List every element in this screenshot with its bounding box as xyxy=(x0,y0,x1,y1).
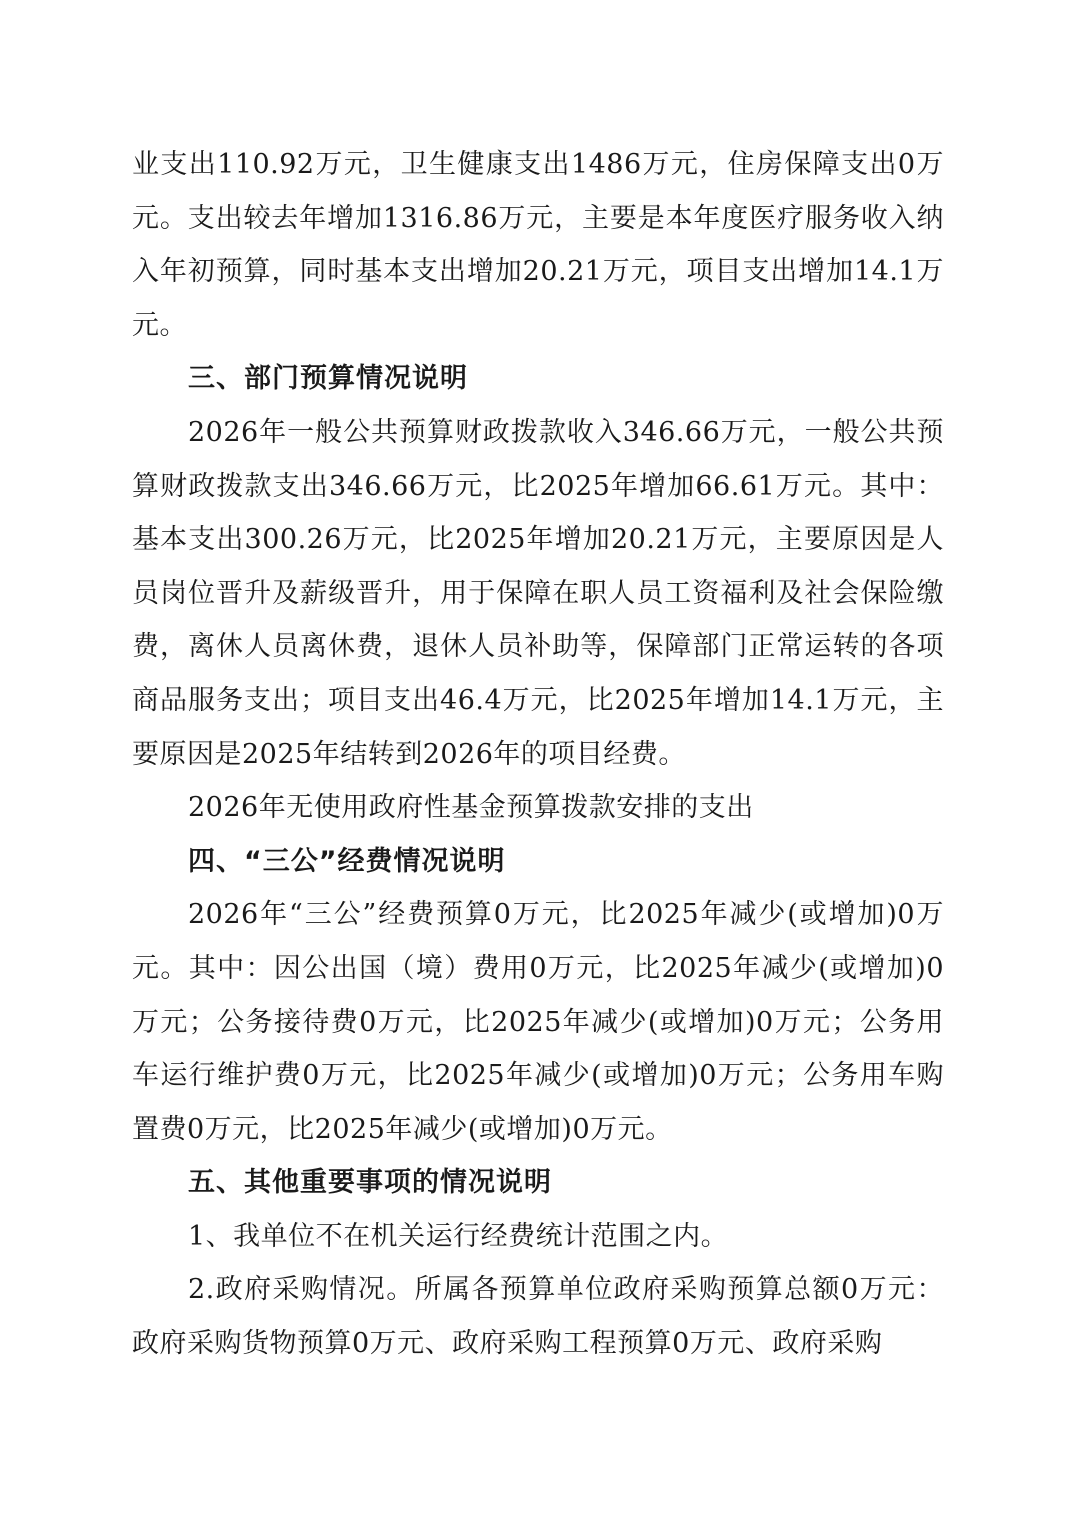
section-heading-budget: 三、部门预算情况说明 xyxy=(188,363,468,395)
paragraph-operating-expenses: 1、我单位不在机关运行经费统计范围之内。 xyxy=(188,1220,729,1252)
paragraph-budget-details: 2026年一般公共预算财政拨款收入346.66万元，一般公共预算财政拨款支出346.66万元，比2025年增加66.61万元。其中：基本支出300.26万元，比2025年增加20.21万元，主要原因是人员岗位晋升及薪级晋升，用于保障在职人员工资福利及社会保险缴费，离休人员离休费，退休人员补助等，保障部门正常运转的各项商品服务支出；项目支出46.4万元，比2025年增加14.1万元，主要原因是2025年结转到2026年的项目经费。 xyxy=(132,416,944,770)
paragraph-procurement: 2.政府采购情况。所属各预算单位政府采购预算总额0万元：政府采购货物预算0万元、政府采购工程预算0万元、政府采购 xyxy=(132,1274,944,1360)
section-heading-three-public: 四、“三公”经费情况说明 xyxy=(188,845,506,877)
paragraph-health-expenditure: 业支出110.92万元，卫生健康支出1486万元，住房保障支出0万元。支出较去年增加1316.86万元，主要是本年度医疗服务收入纳入年初预算，同时基本支出增加20.21万元，项目支出增加14.1万元。 xyxy=(132,149,944,341)
document-body xyxy=(132,138,944,1371)
paragraph-government-fund: 2026年无使用政府性基金预算拨款安排的支出 xyxy=(188,792,754,824)
paragraph-three-public-expenses: 2026年“三公”经费预算0万元，比2025年减少(或增加)0万元。其中：因公出国（境）费用0万元，比2025年减少(或增加)0万元；公务接待费0万元，比2025年减少(或增加)0万元；公务用车运行维护费0万元，比2025年减少(或增加)0万元；公务用车购置费0万元，比2025年减少(或增加)0万元。 xyxy=(132,899,944,1145)
section-heading-other-matters: 五、其他重要事项的情况说明 xyxy=(188,1167,552,1199)
